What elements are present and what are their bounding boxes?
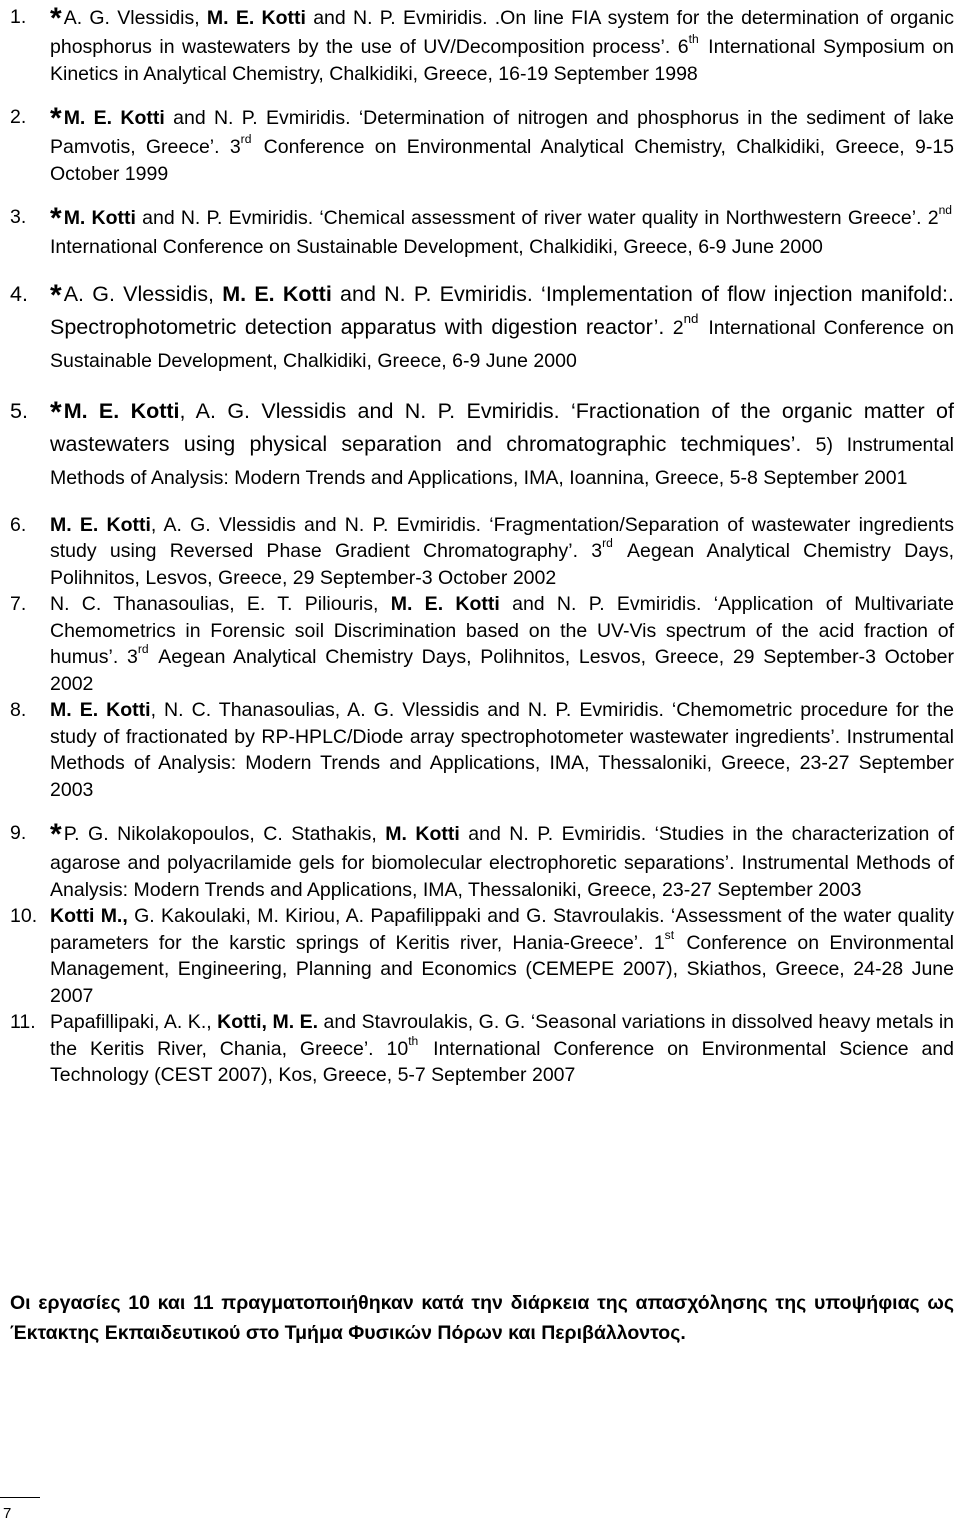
reference-text: Conference on Environmental Analytical Chemistry, Chalkidiki, Greece, 9-15 October 1999 xyxy=(50,136,955,185)
reference-number: 2. xyxy=(10,106,27,128)
ordinal-superscript: st xyxy=(664,927,675,942)
reference-number: 11. xyxy=(10,1011,36,1033)
reference-text: Conference on Environmental Management, Engineering, Planning and Economics (CEMEPE 2007), Skiathos, Greece, 24-28 June 2007 xyxy=(50,931,954,1007)
author-highlight: M. E. Kotti xyxy=(50,699,151,721)
reference-item xyxy=(10,1009,954,1089)
reference-text: A. G. Vlessidis, xyxy=(63,7,207,29)
asterisk-mark: * xyxy=(50,278,62,312)
reference-number: 7. xyxy=(10,593,27,615)
reference-item xyxy=(10,697,954,803)
author-highlight: M. E. Kotti xyxy=(206,7,306,29)
reference-number: 10. xyxy=(10,905,38,927)
asterisk-mark: * xyxy=(50,818,62,851)
reference-text: 2 xyxy=(672,316,684,339)
reference-item xyxy=(10,204,954,261)
reference-text: and N. P. Evmiridis. ‘Implementation of flow injection manifold:. Spectrophotometric detection apparatus with digestion reactor’. xyxy=(50,281,954,339)
reference-item xyxy=(10,104,954,187)
reference-number: 3. xyxy=(10,206,27,228)
reference-list xyxy=(10,4,954,1089)
reference-text: , N. C. Thanasoulias, A. G. Vlessidis and N. P. Evmiridis. ‘Chemometric procedure for the study of fractionated by RP-HPLC/Diode array spectrophotometer wastewater ingredients’. Instrumental Methods of Analysis: Modern Trends and Applications, IMA, Thessaloniki, Greece, 23-27 September 2003 xyxy=(50,699,955,801)
ordinal-superscript: th xyxy=(688,32,699,47)
reference-text: Papafillipaki, A. K., xyxy=(50,1011,218,1033)
reference-text: and Stavroulakis, G. G. ‘Seasonal variations in dissolved heavy metals in the Keritis River, Chania, Greece’. 10 xyxy=(50,1011,955,1060)
author-highlight: M. E. Kotti xyxy=(222,281,332,306)
reference-number: 9. xyxy=(10,822,27,844)
ordinal-superscript: nd xyxy=(938,203,952,218)
reference-number: 4. xyxy=(10,281,28,306)
ordinal-superscript: th xyxy=(408,1033,419,1048)
asterisk-mark: * xyxy=(50,102,62,135)
reference-item xyxy=(10,903,954,1009)
author-highlight: Kotti, M. E. xyxy=(217,1011,319,1033)
author-highlight: M. Kotti xyxy=(385,823,460,845)
reference-item xyxy=(10,820,954,903)
ordinal-superscript: rd xyxy=(137,642,149,657)
reference-item xyxy=(10,278,954,378)
reference-text: 5) Instrumental Methods of Analysis: Modern Trends and Applications, IMA, Ioannina, Greece, 5-8 September 2001 xyxy=(50,433,955,489)
asterisk-mark: * xyxy=(50,2,62,35)
reference-item xyxy=(10,4,954,87)
reference-text: International Symposium on Kinetics in Analytical Chemistry, Chalkidiki, Greece, 16-19 September 1998 xyxy=(50,36,955,85)
reference-item xyxy=(10,512,954,592)
author-highlight: M. E. Kotti xyxy=(50,513,151,536)
reference-text: N. C. Thanasoulias, E. T. Piliouris, xyxy=(50,593,391,615)
author-highlight: M. E. Kotti xyxy=(63,107,165,129)
reference-item xyxy=(10,591,954,697)
reference-number: 1. xyxy=(10,6,27,28)
reference-text: , A. G. Vlessidis and N. P. Evmiridis. ‘Fragmentation/Separation of wastewater ingredients study using Reversed Phase Gradient Chromatography’. 3 xyxy=(50,513,955,562)
reference-text: and N. P. Evmiridis. ‘Application of Multivariate Chemometrics in Forensic soil Discrimination based on the UV-Vis spectrum of the acid fraction of humus’. 3 xyxy=(50,593,954,668)
page-number: 7 xyxy=(3,1505,12,1522)
reference-text: and N. P. Evmiridis. ‘Studies in the characterization of agarose and polyacrilamide gels for biomolecular electrophoretic separations’. Instrumental Methods of Analysis: Modern Trends and Applications, IMA, Thessaloniki, Greece, 23-27 September 2003 xyxy=(50,823,955,901)
reference-number: 8. xyxy=(10,699,27,721)
reference-text: and N. P. Evmiridis. ‘Chemical assessment of river water quality in Northwestern Greece’. 2 xyxy=(135,207,939,229)
author-highlight: M. E. Kotti xyxy=(390,593,500,615)
asterisk-mark: * xyxy=(50,395,62,429)
reference-text: P. G. Nikolakopoulos, C. Stathakis, xyxy=(63,823,386,845)
reference-text: A. G. Vlessidis, xyxy=(63,281,223,306)
reference-text: G. Kakoulaki, M. Kiriou, A. Papafilippaki and G. Stavroulakis. ‘Assessment of the water quality parameters for the karstic springs of Keritis river, Hania-Greece’. 1 xyxy=(50,905,954,954)
reference-number: 5. xyxy=(10,398,28,423)
reference-number: 6. xyxy=(10,513,27,536)
author-highlight: M. E. Kotti xyxy=(63,398,180,423)
reference-text: International Conference on Sustainable Development, Chalkidiki, Greece, 6-9 June 2000 xyxy=(50,236,823,258)
footer-rule xyxy=(0,1497,40,1498)
reference-text: and N. P. Evmiridis. ‘Determination of nitrogen and phosphorus in the sediment of lake Pamvotis, Greece’. 3 xyxy=(50,107,954,158)
reference-text: and N. P. Evmiridis. .On line FIA system for the determination of organic phosphorus in wastewaters by the use of UV/Decomposition process’. 6 xyxy=(50,7,955,58)
reference-text: International Conference on Environmental Science and Technology (CEST 2007), Kos, Greece, 5-7 September 2007 xyxy=(50,1037,954,1086)
reference-text: Aegean Analytical Chemistry Days, Polihnitos, Lesvos, Greece, 29 September-3 October 2002 xyxy=(50,646,954,695)
asterisk-mark: * xyxy=(50,202,62,235)
reference-item xyxy=(10,395,954,495)
author-highlight: M. Kotti xyxy=(63,207,136,229)
author-highlight: Kotti M., xyxy=(50,905,128,927)
greek-note: Οι εργασίες 10 και 11 πραγματοποιήθηκαν κατά την διάρκεια της απασχόλησης της υποψήφιας ως Έκτακτης Εκπαιδευτικού στο Τμήμα Φυσικών Πόρων και Περιβάλλοντος. xyxy=(10,1291,954,1344)
reference-text: Aegean Analytical Chemistry Days, Polihnitos, Lesvos, Greece, 29 September-3 October 2002 xyxy=(50,540,955,589)
ordinal-superscript: nd xyxy=(683,310,699,326)
reference-text: , A. G. Vlessidis and N. P. Evmiridis. ‘Fractionation of the organic matter of wastewaters using physical separation and chromatographic techmiques’. xyxy=(50,398,954,456)
ordinal-superscript: rd xyxy=(240,132,252,147)
reference-text: International Conference on Sustainable Development, Chalkidiki, Greece, 6-9 June 2000 xyxy=(50,316,954,372)
ordinal-superscript: rd xyxy=(602,536,613,551)
